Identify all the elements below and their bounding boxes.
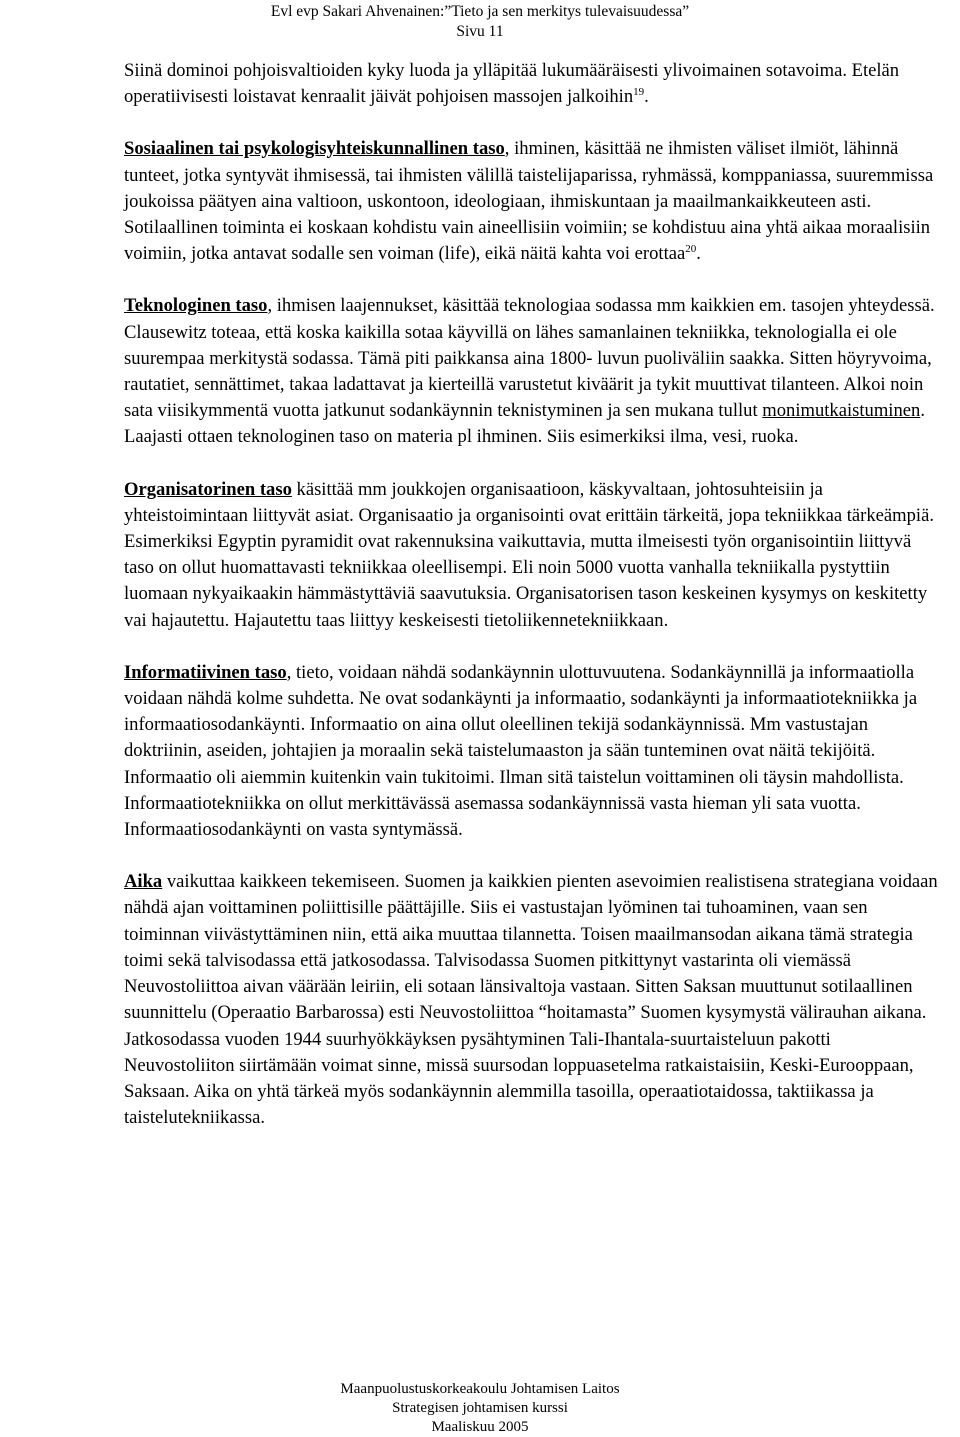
term-social-level: Sosiaalinen tai psykologisyhteiskunnallinen taso [124, 138, 505, 160]
footer-date: Maaliskuu 2005 [431, 1419, 529, 1435]
paragraph-technological-level [124, 293, 944, 450]
footer-institution: Maanpuolustuskorkeakoulu Johtamisen Laitos [340, 1381, 620, 1397]
paragraph-social-end: . [696, 243, 701, 265]
paragraph-1 [124, 58, 944, 110]
paragraph-informative-text: , tieto, voidaan nähdä sodankäynnin ulottuvuutena. Sodankäynnillä ja informaatiolla voidaan nähdä kolme suhdetta. Ne ovat sodankäynti ja informaatio, sodankäynti ja informaatiotekniikka ja informaatiosodankäynti. Informaatio on aina ollut oleellinen tekijä sodankäynnissä. Mm vastustajan doktriinin, aseiden, johtajien ja moraalin sekä taistelumaaston ja sään tunteminen ovat näitä tekijöitä. Informaatio oli aiemmin kuitenkin vain tukitoimi. Ilman sitä taistelun voittaminen oli täysin mahdollista. Informaatiotekniikka on ollut merkittävässä asemassa sodankäynnissä vasta hieman yli sata vuotta. Informaatiosodankäynti on vasta syntymässä. [124, 661, 918, 841]
footer-course: Strategisen johtamisen kurssi [392, 1400, 568, 1416]
document-title: Evl evp Sakari Ahvenainen:”Tieto ja sen merkitys tulevaisuudessa” [270, 3, 690, 20]
footnote-ref-19[interactable]: 19 [633, 86, 645, 99]
paragraph-technological-end: . Laajasti ottaen teknologinen taso on materia pl ihminen. Siis esimerkiksi ilma, vesi, ruoka. [124, 400, 925, 448]
term-technological-level: Teknologinen taso [124, 295, 268, 317]
term-organizational-level: Organisatorinen taso [124, 478, 292, 500]
underlined-word: monimutkaistuminen [762, 400, 921, 422]
footnote-ref-20[interactable]: 20 [685, 243, 697, 256]
paragraph-technological-text: , ihmisen laajennukset, käsittää teknologiaa sodassa mm kaikkien em. tasojen yhteydessä. Clausewitz toteaa, että koska kaikilla sotaa käyvillä on lähes samanlainen tekniikka, teknologialla ei ole suurempaa merkitystä sodassa. Tämä piti paikkansa aina 1800- luvun puoliväliin saakka. Sitten höyryvoima, rautatiet, sennättimet, takaa ladattavat ja kierteillä varustetut kiväärit ja tykit muuttivat tilanteen. Alkoi noin sata viisikymmentä vuotta jatkunut sodankäynnin teknistyminen ja sen mukana tullut [124, 295, 935, 422]
paragraph-social-level [124, 136, 944, 267]
page-footer [0, 1380, 960, 1437]
paragraph-organizational-text: käsittää mm joukkojen organisaatioon, käskyvaltaan, johtosuhteisiin ja yhteistoimintaan liittyvät asiat. Organisaatio ja organisointi ovat erittäin tärkeitä, jopa tekniikkaa tärkeämpiä. Esimerkiksi Egyptin pyramidit ovat rakennuksina vaikuttavia, mutta ilmeisesti työn organisointiin liittyvä taso on ollut huomattavasti tekniikkaa oleellisempi. Eli noin 5000 vuotta vanhalla tekniikalla pystyttiin luomaan nykyaikaakin hämmästyttäviä saavutuksia. Organisatorisen tason keskeinen kysymys on keskitetty vai hajautettu. Hajautettu taas liittyy keskeisesti tietoliikennetekniikkaan. [124, 478, 934, 631]
paragraph-1-text: Siinä dominoi pohjoisvaltioiden kyky luoda ja ylläpitää lukumääräisesti ylivoimainen sotavoima. Etelän operatiivisesti loistavat kenraalit jäivät pohjoisen massojen jalkoihin [124, 60, 900, 108]
term-informative-level: Informatiivinen taso [124, 661, 287, 683]
paragraph-time-text: vaikuttaa kaikkeen tekemiseen. Suomen ja kaikkien pienten asevoimien realistisena strategiana voidaan nähdä ajan voittaminen poliittisille päättäjille. Siis ei vastustajan lyöminen tai tuhoaminen, vaan sen toiminnan viivästyttäminen niin, että aika muuttaa tilannetta. Toisen maailmansodan aikana tämä strategia toimi sekä talvisodassa että jatkosodassa. Talvisodassa Suomen pitkittynyt vastarinta oli viemässä Neuvostoliittoa aivan väärään leiriin, eli sotaan länsivaltoja vastaan. Sitten Saksan muuttunut sotilaallinen suunnittelu (Operaatio Barbarossa) esti Neuvostoliittoa “hoitamasta” Suomen kysymystä välirauhan aikana. Jatkosodassa vuoden 1944 suurhyökkäyksen pysähtyminen Tali-Ihantala-suurtaisteluun pakotti Neuvostoliiton siirtämään voimat sinne, missä suursodan loppuasetelma ratkaistaisiin, Keski-Eurooppaan, Saksaan. Aika on yhtä tärkeä myös sodankäynnin alemmilla tasoilla, operaatiotaidossa, taktiikassa ja taistelutekniikassa. [124, 871, 938, 1129]
term-time: Aika [124, 871, 163, 893]
paragraph-organizational-level [124, 477, 944, 634]
paragraph-informative-level [124, 660, 944, 843]
page-number: Sivu 11 [456, 23, 504, 40]
paragraph-1-end: . [644, 86, 649, 108]
page-header [0, 0, 960, 42]
document-body [124, 58, 944, 1157]
paragraph-social-text: , ihminen, käsittää ne ihmisten väliset ilmiöt, lähinnä tunteet, jotka syntyvät ihmisessä, tai ihmisten välillä taistelijaparissa, ryhmässä, komppaniassa, suuremmissa joukoissa päätyen aina valtioon, uskontoon, ideologiaan, ihmiskuntaan ja maailmankaikkeuteen asti. Sotilaallinen toiminta ei koskaan kohdistu vain aineellisiin voimiin; se kohdistuu aina yhtä aikaa moraalisiin voimiin, jotka antavat sodalle sen voiman (life), eikä näitä kahta voi erottaa [124, 138, 934, 265]
paragraph-time [124, 869, 944, 1131]
